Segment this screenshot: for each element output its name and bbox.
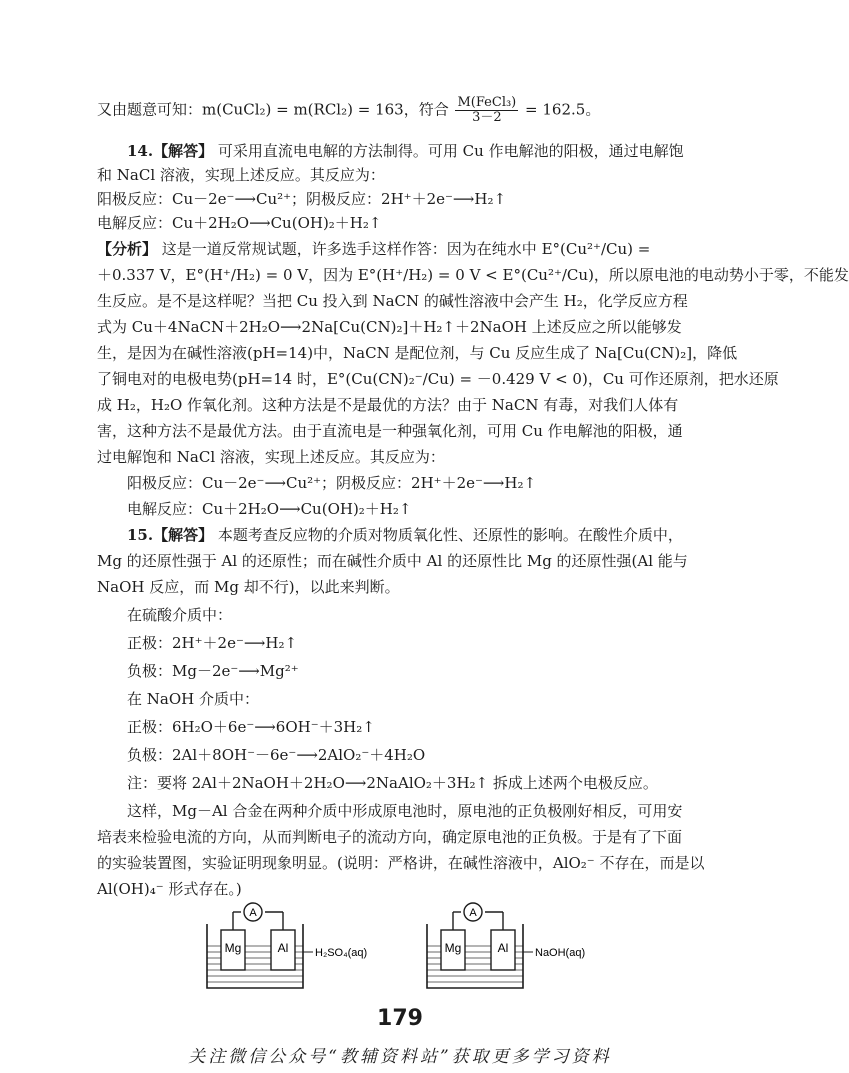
- q15-line-1: 15.【解答】 本题考查反应物的介质对物质氧化性、还原性的影响。在酸性介质中，: [127, 526, 683, 544]
- apparatus-figure: [205, 902, 605, 1002]
- svg-text:A: A: [469, 907, 477, 919]
- q15-acid-negative: 负极：Mg－2e⁻⟶Mg²⁺: [127, 662, 299, 680]
- q14-analysis-6: 了铜电对的电极电势(pH=14 时，E°(Cu(CN)₂⁻/Cu) = －0.429 V < 0)，Cu 可作还原剂，把水还原: [97, 370, 779, 388]
- q15-line-3: NaOH 反应，而 Mg 却不行)，以此来判断。: [97, 578, 400, 596]
- fraction: $\frac{\text{M(FeCl₃)}}{3-2}$: [457, 95, 517, 125]
- q14-analysis-7: 成 H₂，H₂O 作氧化剂。这种方法是不是最优的方法？由于 NaCN 有毒，对我们人体有: [97, 396, 679, 414]
- q15-conclusion-3: 的实验装置图，实验证明现象明显。(说明：严格讲，在碱性溶液中，AlO₂⁻ 不存在，而是以: [97, 854, 705, 872]
- q14-analysis-3: 生反应。是不是这样呢？当把 Cu 投入到 NaCN 的碱性溶液中会产生 H₂，化学反应方程: [97, 292, 688, 310]
- q14-analysis-1: 【分析】 这是一道反常规试题，许多选手这样作答：因为在纯水中 E°(Cu²⁺/Cu) =: [97, 240, 651, 258]
- q14-reaction-2: 电解反应：Cu＋2H₂O⟶Cu(OH)₂＋H₂↑: [127, 500, 412, 518]
- q14-analysis-4: 式为 Cu＋4NaCN＋2H₂O⟶2Na[Cu(CN)₂]＋H₂↑＋2NaOH 上述反应之所以能够发: [97, 318, 682, 336]
- svg-text:Mg: Mg: [224, 941, 242, 955]
- q14-line-2: 和 NaCl 溶液，实现上述反应。其反应为：: [97, 166, 385, 184]
- q15-line-2: Mg 的还原性强于 Al 的还原性；而在碱性介质中 Al 的还原性比 Mg 的还原性强(Al 能与: [97, 552, 688, 570]
- footer-note: 关注微信公众号“教辅资料站”获取更多学习资料: [188, 1047, 612, 1067]
- svg-text:Mg: Mg: [444, 941, 462, 955]
- svg-text:A: A: [249, 907, 257, 919]
- q14-anode: 阳极反应：Cu－2e⁻⟶Cu²⁺；阴极反应：2H⁺＋2e⁻⟶H₂↑: [97, 190, 507, 208]
- q15-note: 注：要将 2Al＋2NaOH＋2H₂O⟶2NaAlO₂＋3H₂↑ 拆成上述两个电极反应。: [127, 774, 658, 792]
- q15-base-title: 在 NaOH 介质中：: [127, 690, 259, 708]
- q14-electrolysis: 电解反应：Cu＋2H₂O⟶Cu(OH)₂＋H₂↑: [97, 214, 382, 232]
- q14-line-1: 14.【解答】 可采用直流电电解的方法制得。可用 Cu 作电解池的阳极，通过电解饱: [127, 142, 684, 160]
- q15-conclusion-1: 这样，Mg－Al 合金在两种介质中形成原电池时，原电池的正负极刚好相反，可用安: [127, 802, 683, 820]
- q15-base-positive: 正极：6H₂O＋6e⁻⟶6OH⁻＋3H₂↑: [127, 718, 375, 736]
- cell-base: [427, 903, 585, 988]
- q14-analysis-9: 过电解饱和 NaCl 溶液，实现上述反应。其反应为：: [97, 448, 445, 466]
- cell-acid: [207, 903, 367, 988]
- q15-conclusion-4: Al(OH)₄⁻ 形式存在。): [97, 880, 242, 898]
- svg-text:Al: Al: [497, 941, 509, 955]
- q14-analysis-5: 生，是因为在碱性溶液(pH=14)中，NaCN 是配位剂，与 Cu 反应生成了 Na[Cu(CN)₂]，降低: [97, 344, 738, 362]
- svg-text:H₂SO₄(aq): H₂SO₄(aq): [315, 947, 368, 959]
- q14-analysis-8: 害，这种方法不是最优方法。由于直流电是一种强氧化剂，可用 Cu 作电解池的阳极，通: [97, 422, 683, 440]
- q15-conclusion-2: 培表来检验电流的方向，从而判断电子的流动方向，确定原电池的正负极。于是有了下面: [97, 828, 683, 846]
- q15-base-negative: 负极：2Al＋8OH⁻－6e⁻⟶2AlO₂⁻＋4H₂O: [127, 746, 426, 764]
- q14-reaction-1: 阳极反应：Cu－2e⁻⟶Cu²⁺；阴极反应：2H⁺＋2e⁻⟶H₂↑: [127, 474, 537, 492]
- q14-analysis-2: ＋0.337 V，E°(H⁺/H₂) = 0 V，因为 E°(H⁺/H₂) = 0 V < E°(Cu²⁺/Cu)，所以原电池的电动势小于零，不能发: [97, 266, 849, 284]
- q15-acid-positive: 正极：2H⁺＋2e⁻⟶H₂↑: [127, 634, 298, 652]
- page-number: 179: [377, 1006, 423, 1031]
- svg-text:Al: Al: [277, 941, 289, 955]
- svg-text:NaOH(aq): NaOH(aq): [535, 947, 586, 959]
- q15-acid-title: 在硫酸介质中：: [127, 606, 233, 624]
- intro-line: 又由题意可知：m(CuCl₂) = m(RCl₂) = 163，符合 $\frac{\text{M(FeCl₃)}}{3-2}$ = 162.5。: [97, 95, 601, 125]
